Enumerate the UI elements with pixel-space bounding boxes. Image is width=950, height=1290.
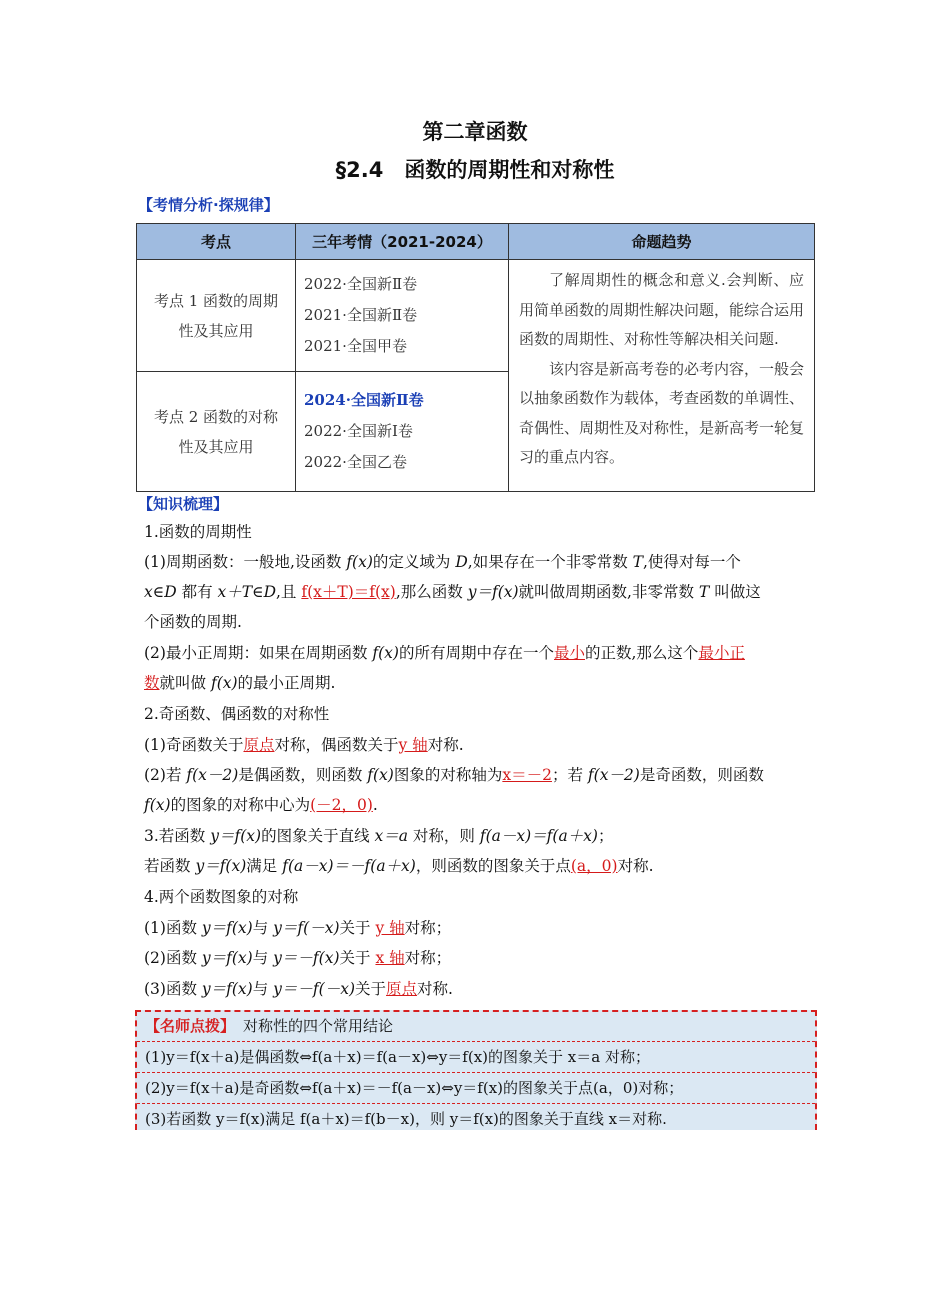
text-line: 数就叫做 f(x)的最小正周期.	[144, 674, 336, 692]
exam-item: 2022·全国乙卷	[304, 453, 407, 471]
exam-item: 2022·全国新Ⅱ卷	[304, 275, 418, 293]
tip-header	[145, 1016, 393, 1036]
heading-periodicity: 1.函数的周期性	[144, 523, 252, 541]
point-text: 考点 2 函数的对称	[153, 407, 279, 426]
answer-blank: 原点	[386, 980, 418, 998]
point-text: 性及其应用	[178, 437, 254, 456]
answer-blank: 数	[144, 674, 160, 692]
trend-paragraph: 该内容是新高考卷的必考内容，一般会以抽象函数作为载体，考查函数的单调性、奇偶性、周期性及对称性，是新高考一轮复习的重点内容。	[519, 359, 805, 466]
exam-item: 2022·全国新Ⅰ卷	[304, 422, 413, 440]
answer-blank: 最小正	[698, 644, 745, 662]
answer-blank: (a，0)	[570, 857, 618, 875]
chapter-title: 第二章函数	[422, 120, 528, 144]
table-row	[137, 260, 815, 372]
text-line: 个函数的周期.	[144, 613, 242, 631]
answer-blank: y 轴	[375, 919, 405, 937]
exams-cell	[296, 372, 509, 492]
tip-line: (2)y＝f(x＋a)是奇函数⇔f(a＋x)＝－f(a－x)⇔y＝f(x)的图象关于点(a，0)对称；	[145, 1079, 684, 1097]
knowledge-heading: 【知识梳理】	[138, 495, 229, 513]
exam-item-highlight: 2024·全国新Ⅱ卷	[304, 391, 424, 409]
tip-line: (1)y＝f(x＋a)是偶函数⇔f(a＋x)＝f(a－x)⇔y＝f(x)的图象关于 x＝a 对称；	[145, 1048, 650, 1066]
text-line: 若函数 y＝f(x)满足 f(a－x)＝－f(a＋x)，则函数的图象关于点(a，0)对称.	[144, 857, 654, 875]
text-line: f(x)的图象的对称中心为(－2，0).	[144, 796, 378, 814]
heading-symmetry: 2.奇函数、偶函数的对称性	[144, 705, 330, 723]
point-cell	[137, 372, 296, 492]
point-text: 性及其应用	[178, 321, 254, 340]
divider	[137, 1041, 815, 1042]
teacher-tip-box	[135, 1010, 817, 1130]
answer-blank: x 轴	[375, 949, 405, 967]
answer-blank: y 轴	[398, 736, 428, 754]
heading-graph-symmetry: 4.两个函数图象的对称	[144, 888, 299, 906]
text-line: (2)若 f(x－2)是偶函数，则函数 f(x)图象的对称轴为x＝－2；若 f(x－2)是奇函数，则函数	[144, 766, 764, 784]
header-exams: 三年考情（2021-2024）	[296, 224, 509, 260]
point-text: 考点 1 函数的周期	[153, 291, 279, 310]
text-line: (1)奇函数关于原点对称，偶函数关于y 轴对称.	[144, 736, 464, 754]
tip-line: (3)若函数 y＝f(x)满足 f(a＋x)＝f(b－x)，则 y＝f(x)的图象关于直线 x＝对称.	[145, 1110, 667, 1128]
exam-analysis-table	[136, 223, 815, 492]
text-line: x∈D 都有 x＋T∈D,且 f(x＋T)＝f(x),那么函数 y＝f(x)就叫做周期函数,非零常数 T 叫做这	[144, 583, 761, 601]
header-trend: 命题趋势	[509, 224, 815, 260]
answer-blank: f(x＋T)＝f(x)	[301, 583, 396, 601]
trend-paragraph: 了解周期性的概念和意义.会判断、应用简单函数的周期性解决问题，能综合运用函数的周期性、对称性等解决相关问题.	[519, 271, 805, 348]
exams-cell	[296, 260, 509, 372]
text-line: (2)函数 y＝f(x)与 y＝－f(x)关于 x 轴对称；	[144, 949, 452, 967]
answer-blank: 最小	[553, 644, 585, 662]
exam-item: 2021·全国新Ⅱ卷	[304, 306, 418, 324]
table-header-row	[137, 224, 815, 260]
tip-label: 【名师点拨】	[145, 1017, 236, 1035]
tip-title: 对称性的四个常用结论	[243, 1017, 394, 1035]
text-line: (3)函数 y＝f(x)与 y＝－f(－x)关于原点对称.	[144, 980, 453, 998]
text-line: (1)周期函数：一般地,设函数 f(x)的定义域为 D,如果存在一个非零常数 T,使得对每一个	[144, 553, 741, 571]
header-point: 考点	[137, 224, 296, 260]
divider	[137, 1103, 815, 1104]
answer-blank: 原点	[243, 736, 275, 754]
answer-blank: (－2，0)	[310, 796, 373, 814]
text-line: 3.若函数 y＝f(x)的图象关于直线 x＝a 对称，则 f(a－x)＝f(a＋x)；	[144, 827, 614, 845]
text-line: (2)最小正周期：如果在周期函数 f(x)的所有周期中存在一个最小的正数,那么这个最小正	[144, 644, 745, 662]
trend-cell	[509, 260, 815, 492]
exam-item: 2021·全国甲卷	[304, 337, 407, 355]
analysis-heading: 【考情分析·探规律】	[138, 196, 279, 214]
section-title: §2.4 函数的周期性和对称性	[335, 158, 615, 182]
answer-blank: x＝－2	[502, 766, 552, 784]
divider	[137, 1072, 815, 1073]
text-line: (1)函数 y＝f(x)与 y＝f(－x)关于 y 轴对称；	[144, 919, 452, 937]
point-cell	[137, 260, 296, 372]
